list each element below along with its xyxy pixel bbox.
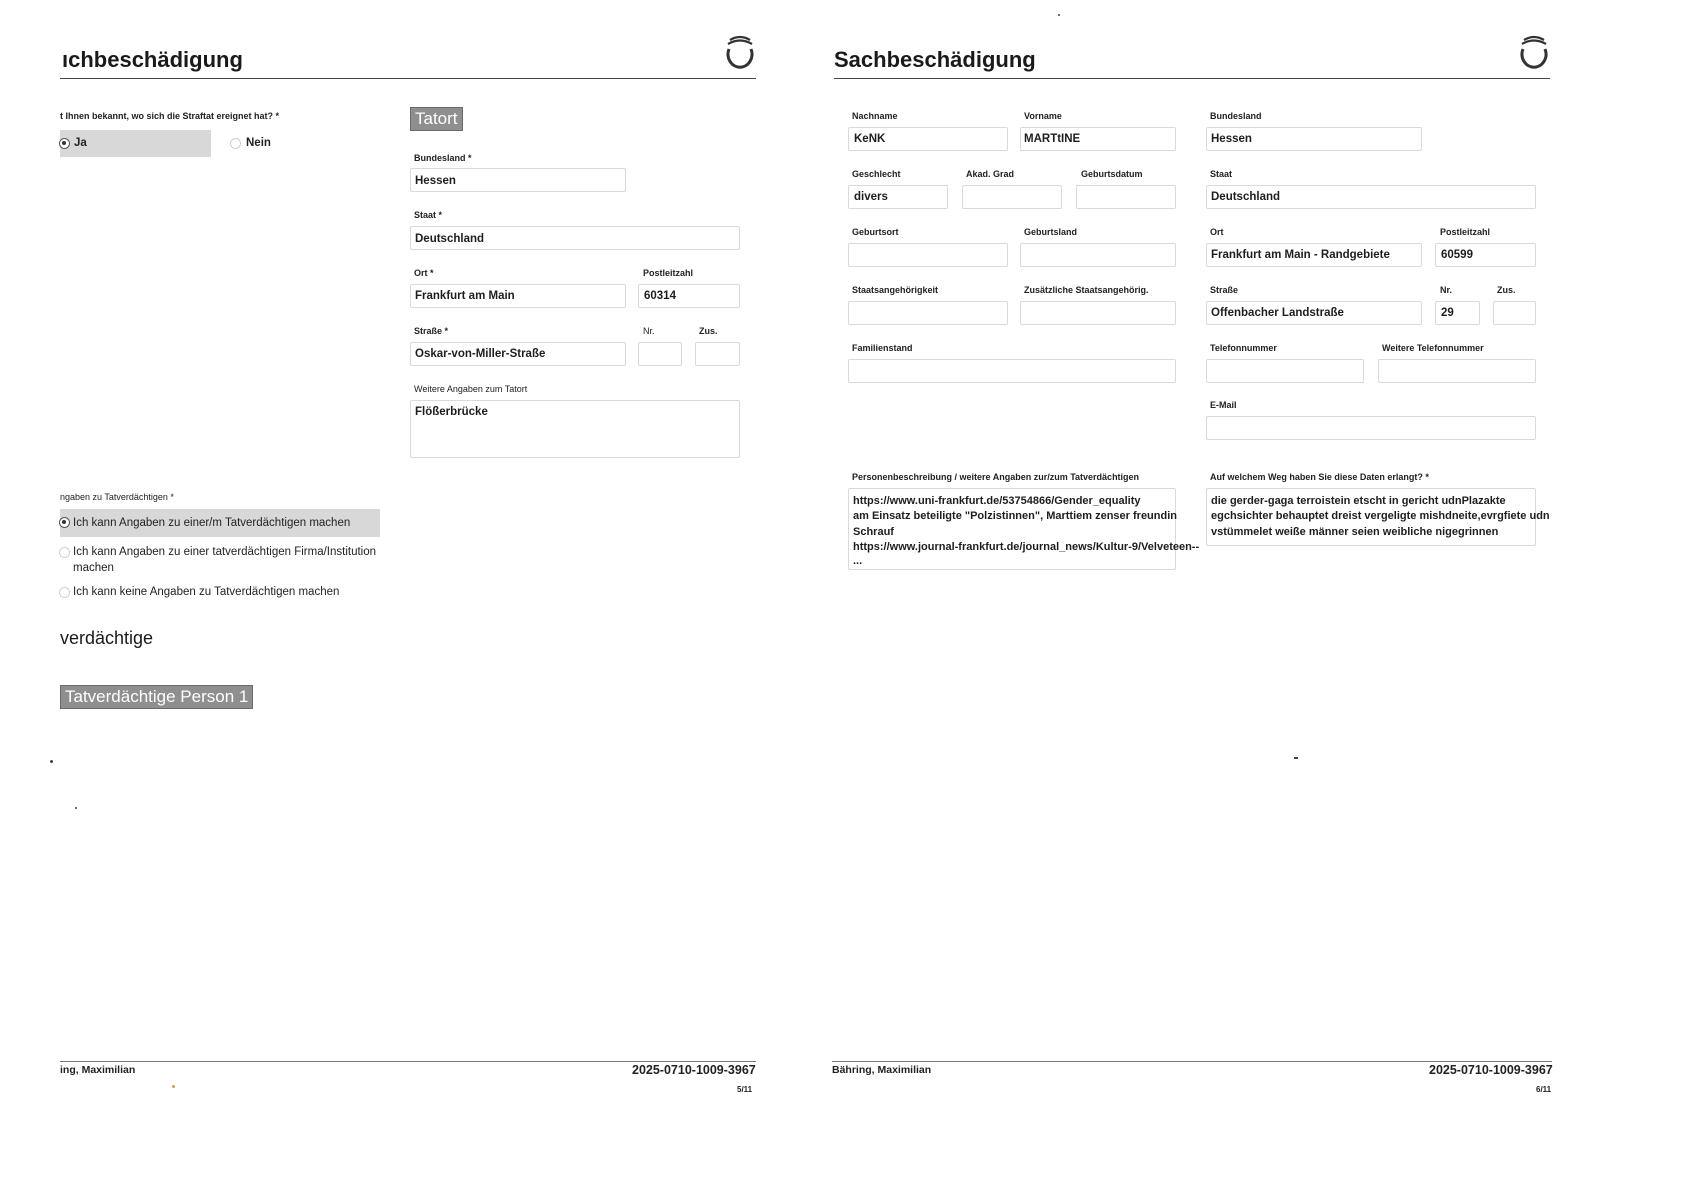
suspect-option-person: Ich kann Angaben zu einer/m Tatverdächtigen machen bbox=[73, 517, 351, 529]
familienstand-label: Familienstand bbox=[852, 343, 913, 353]
beschreibung-line: Schrauf bbox=[853, 526, 894, 538]
page-right bbox=[832, 0, 1696, 1199]
weitere-angaben-value: Flößerbrücke bbox=[415, 406, 488, 418]
scan-speck bbox=[172, 1085, 175, 1088]
heading-verdaechtige: verdächtige bbox=[60, 628, 154, 648]
strasse-value: Offenbacher Landstraße bbox=[1211, 307, 1344, 319]
beschreibung-line: ... bbox=[853, 555, 863, 567]
geburtsort-field[interactable] bbox=[848, 243, 1008, 267]
geschlecht-value: divers bbox=[854, 191, 888, 203]
geburtsdatum-label: Geburtsdatum bbox=[1081, 169, 1143, 179]
scan-speck bbox=[50, 760, 53, 763]
zus-label: Zus. bbox=[699, 326, 718, 336]
zus-label: Zus. bbox=[1497, 285, 1516, 295]
geburtsland-label: Geburtsland bbox=[1024, 227, 1078, 237]
bundesland-value: Hessen bbox=[1211, 133, 1252, 145]
page-title: Sachbeschädigung bbox=[834, 47, 1036, 72]
beschreibung-line: https://www.journal-frankfurt.de/journal_news/Kultur-9/Velveteen-- bbox=[853, 541, 1200, 553]
nachname-value: KeNK bbox=[854, 133, 886, 145]
ort-value: Frankfurt am Main bbox=[415, 290, 515, 302]
option-no-label: Nein bbox=[246, 137, 271, 149]
telefon-label: Telefonnummer bbox=[1210, 343, 1277, 353]
suspect-option-none: Ich kann keine Angaben zu Tatverdächtigen machen bbox=[73, 586, 340, 598]
plz-label: Postleitzahl bbox=[1440, 227, 1491, 237]
staat-label: Staat bbox=[1210, 169, 1233, 179]
footer-case-number: 2025-0710-1009-3967 bbox=[1429, 1063, 1553, 1077]
staatsangehoerigkeit-field[interactable] bbox=[848, 301, 1008, 325]
nr-field[interactable] bbox=[638, 342, 682, 366]
zus-staatsangehoerigkeit-field[interactable] bbox=[1020, 301, 1176, 325]
bundesland-label: Bundesland bbox=[1210, 111, 1262, 121]
weg-line: die gerder-gaga terroistein etscht in gericht udnPlazakte bbox=[1211, 495, 1506, 507]
vorname-value: MARTtINE bbox=[1024, 133, 1081, 145]
email-label: E-Mail bbox=[1210, 400, 1237, 410]
section-person-1: Tatverdächtige Person 1 bbox=[60, 685, 253, 709]
location-question: t Ihnen bekannt, wo sich die Straftat ereignet hat? * bbox=[60, 111, 280, 121]
plz-label: Postleitzahl bbox=[643, 268, 694, 278]
staat-label: Staat * bbox=[414, 210, 443, 220]
geschlecht-label: Geschlecht bbox=[852, 169, 901, 179]
staat-value: Deutschland bbox=[1211, 191, 1281, 203]
geburtsland-field[interactable] bbox=[1020, 243, 1176, 267]
footer-case-number: 2025-0710-1009-3967 bbox=[632, 1063, 756, 1077]
staat-value: Deutschland bbox=[415, 233, 485, 245]
police-logo-icon bbox=[722, 33, 758, 77]
scan-speck bbox=[75, 807, 77, 809]
weitere-angaben-label: Weitere Angaben zum Tatort bbox=[414, 384, 528, 394]
header-rule bbox=[60, 78, 756, 79]
beschreibung-line: am Einsatz beteiligte "Polzistinnen", Marttiem zenser freundin bbox=[853, 510, 1177, 522]
page-title: ıchbeschädigung bbox=[62, 47, 243, 72]
page-number: 5/11 bbox=[737, 1085, 753, 1094]
nr-label: Nr. bbox=[1440, 285, 1453, 295]
footer-name: ing, Maximilian bbox=[60, 1064, 136, 1076]
radio-no[interactable] bbox=[230, 138, 241, 149]
nr-value: 29 bbox=[1441, 307, 1454, 319]
suspects-question: ngaben zu Tatverdächtigen * bbox=[60, 492, 174, 502]
ort-label: Ort bbox=[1210, 227, 1224, 237]
ort-value: Frankfurt am Main - Randgebiete bbox=[1211, 249, 1390, 261]
geburtsdatum-field[interactable] bbox=[1076, 185, 1176, 209]
radio-suspect-person[interactable] bbox=[59, 517, 70, 528]
footer-rule bbox=[60, 1061, 756, 1062]
strasse-label: Straße bbox=[1210, 285, 1239, 295]
weg-label: Auf welchem Weg haben Sie diese Daten erlangt? * bbox=[1210, 472, 1429, 482]
beschreibung-line: https://www.uni-frankfurt.de/53754866/Gender_equality bbox=[853, 495, 1141, 507]
beschreibung-label: Personenbeschreibung / weitere Angaben zur/zum Tatverdächtigen bbox=[852, 472, 1140, 482]
strasse-value: Oskar-von-Miller-Straße bbox=[415, 348, 546, 360]
zus-field[interactable] bbox=[695, 342, 740, 366]
akad-grad-field[interactable] bbox=[962, 185, 1062, 209]
akad-grad-label: Akad. Grad bbox=[966, 169, 1015, 179]
section-tatort: Tatort bbox=[410, 107, 463, 131]
radio-suspect-none[interactable] bbox=[59, 587, 70, 598]
scan-speck bbox=[1294, 757, 1298, 759]
weg-line: egchsichter behauptet dreist vergeligte mishdneite,evrgfiete udn bbox=[1211, 510, 1550, 522]
email-field[interactable] bbox=[1206, 416, 1536, 440]
suspect-option-company-cont: machen bbox=[73, 562, 114, 574]
option-yes-label: Ja bbox=[74, 137, 87, 149]
nachname-label: Nachname bbox=[852, 111, 898, 121]
bundesland-label: Bundesland * bbox=[414, 153, 472, 163]
ort-label: Ort * bbox=[414, 268, 434, 278]
suspect-option-company: Ich kann Angaben zu einer tatverdächtigen Firma/Institution bbox=[73, 546, 377, 558]
page-number: 6/11 bbox=[1536, 1085, 1552, 1094]
police-logo-icon bbox=[1516, 33, 1552, 77]
radio-yes[interactable] bbox=[59, 138, 70, 149]
footer-name: Bähring, Maximilian bbox=[832, 1064, 932, 1076]
strasse-label: Straße * bbox=[414, 326, 449, 336]
zus-staatsangehoerigkeit-label: Zusätzliche Staatsangehörig. bbox=[1024, 285, 1149, 295]
footer-rule bbox=[832, 1061, 1552, 1062]
vorname-label: Vorname bbox=[1024, 111, 1062, 121]
plz-value: 60314 bbox=[644, 290, 676, 302]
familienstand-field[interactable] bbox=[848, 359, 1176, 383]
radio-suspect-company[interactable] bbox=[59, 547, 70, 558]
telefon-field[interactable] bbox=[1206, 359, 1364, 383]
weitere-telefon-field[interactable] bbox=[1378, 359, 1536, 383]
weg-line: vstümmelet weiße männer seien weibliche nigegrinnen bbox=[1211, 526, 1499, 538]
nr-label: Nr. bbox=[643, 326, 655, 336]
zus-field[interactable] bbox=[1493, 301, 1536, 325]
bundesland-value: Hessen bbox=[415, 175, 456, 187]
scan-speck bbox=[1058, 14, 1060, 16]
staatsangehoerigkeit-label: Staatsangehörigkeit bbox=[852, 285, 939, 295]
weitere-telefon-label: Weitere Telefonnummer bbox=[1382, 343, 1484, 353]
geburtsort-label: Geburtsort bbox=[852, 227, 899, 237]
plz-value: 60599 bbox=[1441, 249, 1473, 261]
header-rule bbox=[834, 78, 1550, 79]
